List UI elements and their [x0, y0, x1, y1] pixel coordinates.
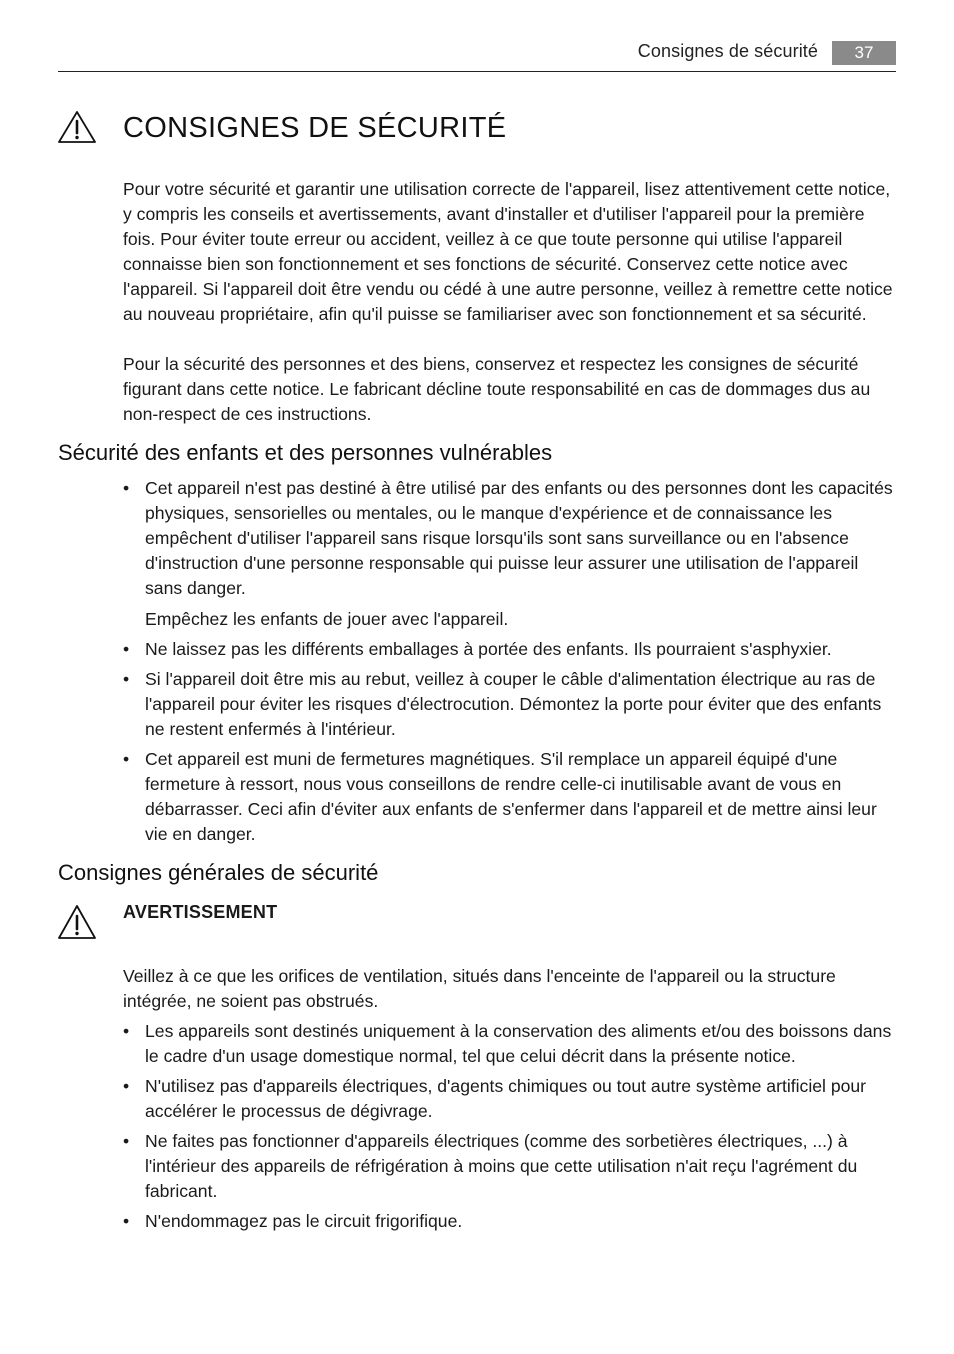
header-section-title: Consignes de sécurité	[637, 41, 818, 61]
bullet: •	[123, 749, 130, 769]
bullet: •	[123, 1076, 130, 1096]
list-item-text: Ne faites pas fonctionner d'appareils électriques (comme des sorbetières électriques, ...) à l'intérieur des appareils de réfrigération à moins que cette utilisation n'ait reçu l'agrément du fabricant.	[145, 1131, 858, 1201]
bullet: •	[123, 1021, 130, 1041]
list-item	[123, 1019, 896, 1069]
page-header	[58, 38, 896, 72]
intro-paragraph-2: Pour la sécurité des personnes et des biens, conservez et respectez les consignes de sécurité figurant dans cette notice. Le fabricant décline toute responsabilité en cas de dommages dus au non-respect de ces instructions.	[123, 354, 871, 424]
general-safety-list	[123, 1019, 896, 1239]
warning-paragraph: Veillez à ce que les orifices de ventilation, situés dans l'enceinte de l'appareil ou la structure intégrée, ne soient pas obstrués.	[123, 966, 836, 1011]
list-item-text: Ne laissez pas les différents emballages à portée des enfants. Ils pourraient s'asphyxier.	[145, 639, 832, 659]
bullet: •	[123, 1131, 130, 1151]
list-item-text: Si l'appareil doit être mis au rebut, veillez à couper le câble d'alimentation électrique au ras de l'appareil pour éviter les risques d'électrocution. Démontez la porte pour éviter que des enfants ne restent enfermés à l'intérieur.	[145, 669, 882, 739]
bullet: •	[123, 639, 130, 659]
section-heading-general: Consignes générales de sécurité	[58, 860, 379, 885]
list-item	[123, 637, 896, 662]
list-item-text: N'endommagez pas le circuit frigorifique.	[145, 1211, 463, 1231]
warning-triangle-icon	[57, 904, 97, 940]
children-safety-list	[123, 476, 896, 852]
list-item	[123, 1209, 896, 1234]
page-number: 37	[832, 41, 896, 65]
section-heading-children: Sécurité des enfants et des personnes vulnérables	[58, 440, 553, 465]
page-title: CONSIGNES DE SÉCURITÉ	[123, 112, 507, 144]
list-item-text: N'utilisez pas d'appareils électriques, d'agents chimiques ou tout autre système artificiel pour accélérer le processus de dégivrage.	[145, 1076, 867, 1121]
bullet: •	[123, 1211, 130, 1231]
list-item	[123, 1129, 896, 1204]
list-item-subtext: Empêchez les enfants de jouer avec l'appareil.	[145, 609, 509, 629]
bullet: •	[123, 478, 130, 498]
list-item	[123, 476, 896, 632]
intro-paragraph-1: Pour votre sécurité et garantir une utilisation correcte de l'appareil, lisez attentivement cette notice, y compris les conseils et avertissements, avant d'installer et d'utiliser l'appareil pour la première fois. Pour éviter toute erreur ou accident, veillez à ce que toute personne qui utilise l'appareil connaisse bien son fonctionnement et ses fonctions de sécurité. Conservez cette notice avec l'appareil. Si l'appareil doit être vendu ou cédé à une autre personne, veillez à remettre cette notice au nouveau propriétaire, afin qu'il puisse se familiariser avec son fonctionnement et sa sécurité.	[123, 179, 893, 324]
list-item	[123, 747, 896, 847]
warning-triangle-icon	[57, 110, 97, 144]
bullet: •	[123, 669, 130, 689]
list-item-text: Les appareils sont destinés uniquement à la conservation des aliments et/ou des boissons dans le cadre d'un usage domestique normal, tel que celui décrit dans la présente notice.	[145, 1021, 892, 1066]
list-item	[123, 1074, 896, 1124]
warning-label: AVERTISSEMENT	[123, 902, 278, 922]
list-item-text: Cet appareil n'est pas destiné à être utilisé par des enfants ou des personnes dont les capacités physiques, sensorielles ou mentales, ou le manque d'expérience et de connaissance les empêchent d'utiliser l'appareil sans risque lorsqu'ils sont sans surveillance ou en l'absence d'instruction d'une personne responsable qui puisse leur assurer une utilisation de l'appareil sans danger.	[145, 478, 893, 598]
list-item-text: Cet appareil est muni de fermetures magnétiques. S'il remplace un appareil équipé d'une fermeture à ressort, nous vous conseillons de rendre celle-ci inutilisable avant de vous en débarrasser. Ceci afin d'éviter aux enfants de s'enfermer dans l'appareil et de mettre ainsi leur vie en danger.	[145, 749, 877, 844]
list-item	[123, 667, 896, 742]
